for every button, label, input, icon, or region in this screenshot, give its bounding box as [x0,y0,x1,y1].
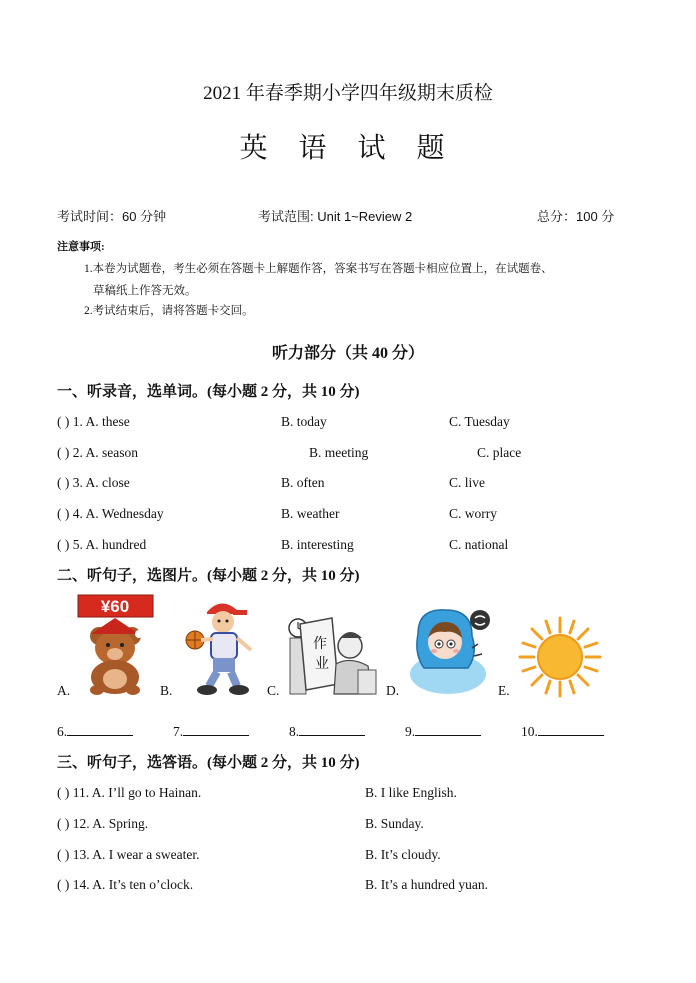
question-3-option-c: C. live [449,475,485,490]
notes-item-1: 1.本卷为试题卷，考生必须在答题卡上解题作答，答案书写在答题卡相应位置上，在试题卷、 [84,263,553,275]
question-2-option-b: B. meeting [309,445,369,460]
answer-blank-7[interactable] [173,723,249,740]
question-4-option-c: C. worry [449,506,497,521]
exam-title: 2021 年春季期小学四年级期末质检 [203,83,493,104]
exam-scope: 考试范围: Unit 1~Review 2 [258,209,413,224]
question-5: ( ) 5. A. hundred [57,537,147,552]
question-1: ( ) 1. A. these [57,414,130,429]
section-3-title: 三、听句子，选答语。(每小题 2 分，共 10 分) [57,755,360,771]
question-2: ( ) 2. A. season [57,445,138,460]
question-11-option-b: B. I like English. [365,785,457,800]
answer-line [183,723,249,736]
homework-image [288,614,380,696]
question-13: ( ) 13. A. I wear a sweater. [57,847,200,862]
answer-blank-9[interactable] [405,723,481,740]
question-12-option-b: B. Sunday. [365,816,424,831]
question-5-option-b: B. interesting [281,537,354,552]
part-title: 听力部分（共 40 分） [271,345,424,362]
question-3-option-b: B. often [281,475,325,490]
answer-blank-10[interactable] [521,723,604,740]
basketball-boy-image [183,596,259,696]
answer-line [299,723,365,736]
answer-blank-8[interactable] [289,723,365,740]
image-label-c: C. [267,683,280,698]
exam-total: 总分：100 分 [537,209,615,224]
question-4-option-b: B. weather [281,506,340,521]
teddy-bear-image [77,594,154,696]
section-2-title: 二、听句子，选图片。(每小题 2 分，共 10 分) [57,568,360,584]
answer-line [415,723,481,736]
homework-char-1: 作 [313,636,327,652]
question-2-option-c: C. place [477,445,522,460]
image-label-a: A. [57,683,71,698]
image-label-d: D. [386,683,400,698]
cold-girl-image [408,604,494,696]
image-label-b: B. [160,683,173,698]
homework-char-2: 业 [315,656,329,672]
question-11: ( ) 11. A. I’ll go to Hainan. [57,785,202,800]
question-14-option-b: B. It’s a hundred yuan. [365,877,488,892]
question-14: ( ) 14. A. It’s ten o’clock. [57,877,194,892]
notes-heading: 注意事项: [57,241,105,253]
answer-line [67,723,133,736]
question-3: ( ) 3. A. close [57,475,130,490]
answer-blank-8-label: 8. [289,724,300,739]
answer-blank-6[interactable] [57,723,133,740]
question-12: ( ) 12. A. Spring. [57,816,149,831]
question-5-option-c: C. national [449,537,509,552]
sun-image [518,616,602,698]
question-1-option-c: C. Tuesday [449,414,510,429]
question-13-option-b: B. It’s cloudy. [365,847,441,862]
notes-item-2: 2.考试结束后，请将答题卡交回。 [84,305,254,317]
price-tag: ¥60 [100,597,130,616]
question-1-option-b: B. today [281,414,327,429]
answer-blank-7-label: 7. [173,724,184,739]
image-label-e: E. [498,683,510,698]
section-1-title: 一、听录音，选单词。(每小题 2 分，共 10 分) [57,384,360,400]
answer-blank-6-label: 6. [57,724,68,739]
answer-blank-9-label: 9. [405,724,416,739]
notes-item-1-cont: 草稿纸上作答无效。 [93,285,197,297]
exam-time: 考试时间：60 分钟 [57,209,167,224]
answer-blank-10-label: 10. [521,724,538,739]
answer-line [538,723,604,736]
exam-subtitle: 英 语 试 题 [239,133,457,164]
question-4: ( ) 4. A. Wednesday [57,506,164,521]
